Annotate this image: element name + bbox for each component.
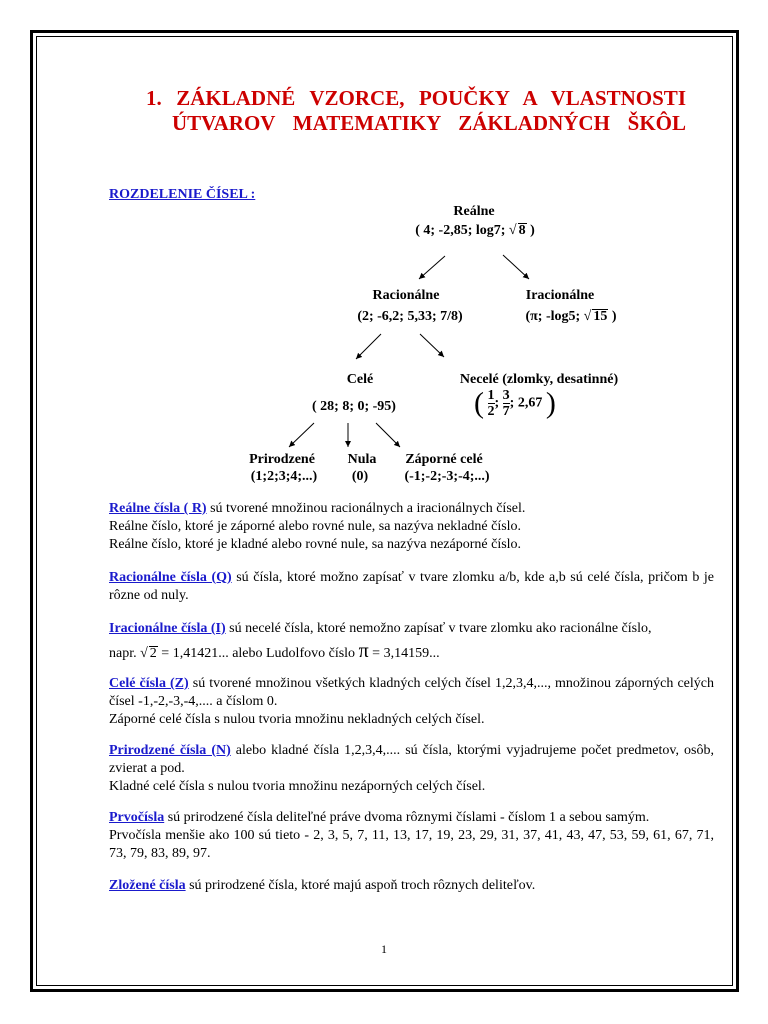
title-line-1: 1. ZÁKLADNÉ VZORCE, POUČKY A VLASTNOSTI	[146, 86, 686, 110]
paren-open: (	[474, 386, 484, 420]
term-primes: Prvočísla	[109, 810, 165, 825]
node-nonint-decimal: 2,67	[517, 395, 543, 411]
node-natural-examples: (1;2;3;4;...)	[250, 469, 318, 484]
term-integers: Celé čísla (Z)	[109, 676, 189, 691]
arrow-rational-integer	[356, 334, 381, 359]
paragraph-primes: Prvočísla sú prirodzené čísla deliteľné práve dvoma rôznymi číslami - číslom 1 a sebou samým. Prvočísla menšie ako 100 sú tieto - 2, 3, 5, 7, 11, 13, 17, 19, 23, 29, 31, 37, 41, 43, 47, 53, 59, 61, 67, 71, 73, 79, 83, 89, 97.	[109, 810, 714, 861]
node-irrational-examples	[512, 308, 630, 326]
fraction-3-7: $\frac{3}{7}$	[502, 388, 510, 419]
arrow-integer-natural	[289, 423, 314, 447]
arrow-real-rational	[419, 256, 445, 279]
term-rational-numbers: Racionálne čísla (Q)	[109, 570, 232, 585]
node-rational-label: Racionálne	[372, 288, 440, 303]
sqrt-8: √ 8	[508, 223, 526, 238]
term-real-numbers: Reálne čísla ( R)	[109, 501, 207, 516]
node-irrational-examples-close: )	[611, 309, 617, 324]
paragraph-real-numbers: Reálne čísla ( R) sú tvorené množinou racionálnych a iracionálnych čísel. Reálne číslo, ktoré je záporné alebo rovné nule, sa nazýva nekladné číslo. Reálne číslo, ktoré je kladné alebo rovné nule, sa nazýva nezáporné číslo.	[109, 501, 526, 552]
paren-close: )	[545, 386, 556, 420]
node-nonint-examples: ( $\frac{1}{2}$ ; $\frac{3}{7}$ ; 2,67 )	[474, 386, 556, 420]
page-number: 1	[381, 942, 387, 956]
node-irrational-examples-text: (π; -log5;	[525, 309, 581, 324]
paragraph-natural-numbers: Prirodzené čísla (N) alebo kladné čísla 1,2,3,4,.... sú čísla, ktorými vyjadrujeme počet predmetov, osôb, zvierat a pod. Kladné celé čísla s nulou tvoria množinu nezáporných celých čísel.	[109, 743, 714, 794]
term-natural-numbers: Prirodzené čísla (N)	[109, 743, 231, 758]
node-nonint-label: Necelé (zlomky, desatinné)	[459, 372, 619, 387]
node-real-examples-text: ( 4; -2,85; log7;	[415, 223, 506, 238]
node-negative-examples: (-1;-2;-3;-4;...)	[404, 469, 490, 484]
node-irrational-label: Iracionálne	[525, 288, 595, 303]
node-negative-label: Záporné celé	[405, 452, 483, 467]
node-real-examples	[388, 222, 562, 240]
paragraph-irrational-numbers: Iracionálne čísla (I) sú necelé čísla, ktoré nemožno zapísať v tvare zlomku ako racionálne číslo, napr. √ 2 = 1,41421... alebo Ludolfovo číslo π = 3,14159...	[109, 621, 652, 662]
node-zero-label: Nula	[347, 452, 377, 467]
term-irrational-numbers: Iracionálne čísla (I)	[109, 621, 226, 636]
node-integer-label: Celé	[346, 372, 374, 387]
fraction-1-2: $\frac{1}{2}$	[487, 388, 495, 419]
sqrt-2: √ 2	[140, 646, 157, 661]
section-heading: ROZDELENIE ČÍSEL :	[109, 187, 256, 202]
paragraph-rational-numbers: Racionálne čísla (Q) sú čísla, ktoré možno zapísať v tvare zlomku a/b, kde a,b sú celé čísla, pričom b je rôzne od nuly.	[109, 570, 714, 603]
node-integer-examples: ( 28; 8; 0; -95)	[312, 399, 396, 414]
arrow-real-irrational	[503, 255, 529, 279]
node-real-examples-close: )	[530, 223, 535, 238]
pi-symbol: π	[358, 640, 369, 662]
sqrt-15: √ 15	[583, 309, 608, 324]
node-zero-examples: (0)	[351, 469, 369, 484]
term-composite-numbers: Zložené čísla	[109, 878, 186, 893]
arrow-integer-negative	[376, 423, 400, 447]
node-rational-examples: (2; -6,2; 5,33; 7/8)	[357, 309, 463, 324]
paragraph-integers: Celé čísla (Z) sú tvorené množinou všetkých kladných celých čísel 1,2,3,4,..., množinou záporných celých čísel -1,-2,-3,-4,.... a číslom 0. Záporné celé čísla s nulou tvoria množinu nekladných celých čísel.	[109, 676, 714, 727]
paragraph-composite-numbers: Zložené čísla sú prirodzené čísla, ktoré majú aspoň troch rôznych deliteľov.	[109, 878, 536, 893]
node-natural-label: Prirodzené	[249, 452, 315, 467]
node-real-label: Reálne	[453, 204, 495, 219]
title-line-2: ÚTVAROV MATEMATIKY ZÁKLADNÝCH ŠKÔL	[172, 111, 686, 135]
arrow-rational-nonint	[420, 334, 444, 357]
